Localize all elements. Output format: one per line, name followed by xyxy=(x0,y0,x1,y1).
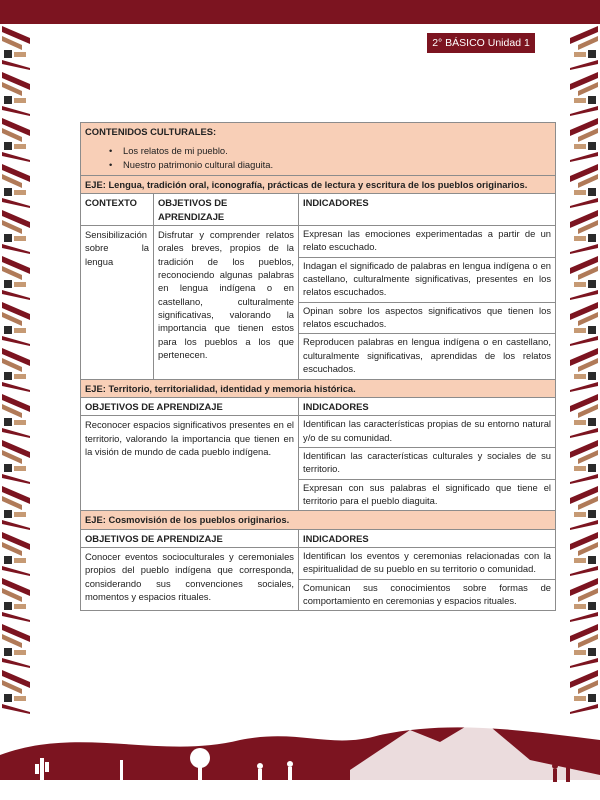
axis2-content-row xyxy=(81,416,556,511)
column-header-objectives: OBJETIVOS DE APRENDIZAJE xyxy=(81,529,299,547)
axis3-title: EJE: Cosmovisión de los pueblos originarios. xyxy=(81,511,556,529)
axis2-title: EJE: Territorio, territorialidad, identidad y memoria histórica. xyxy=(81,379,556,397)
column-header-indicators: INDICADORES xyxy=(299,397,556,415)
axis2-objective: Reconocer espacios significativos presentes en el territorio, valorando la importancia que tienen en la visión de mundo de cada pueblo indígena. xyxy=(81,416,299,511)
curriculum-table xyxy=(80,122,556,611)
axis2-title-row xyxy=(81,379,556,397)
list-item: • Nuestro patrimonio cultural diaguita. xyxy=(85,158,551,171)
indicator: Opinan sobre los aspectos significativos que tienen los relatos escuchados. xyxy=(299,302,555,334)
column-header-indicators: INDICADORES xyxy=(299,529,556,547)
axis3-header-row xyxy=(81,529,556,547)
axis2-header-row xyxy=(81,397,556,415)
axis1-content-row xyxy=(81,226,556,379)
left-decorative-border xyxy=(0,24,32,714)
axis2-indicators xyxy=(299,416,555,510)
indicator: Reproducen palabras en lengua indígena o en castellano, culturalmente significativas, aprendidas de los relatos escuchados. xyxy=(303,336,552,375)
column-header-objectives: OBJETIVOS DE APRENDIZAJE xyxy=(81,397,299,415)
axis1-header-row xyxy=(81,194,556,226)
top-banner xyxy=(0,0,600,24)
diaguita-pattern-icon xyxy=(568,24,600,714)
cultural-contents-cell xyxy=(81,123,556,176)
indicator: Identifican los eventos y ceremonias relacionadas con la espiritualidad de su pueblo en su territorio o comunidad. xyxy=(299,548,555,579)
axis1-context: Sensibilización sobre la lengua xyxy=(81,226,154,379)
diaguita-pattern-icon xyxy=(0,24,32,714)
column-header-indicators: INDICADORES xyxy=(299,194,556,226)
column-header-context: CONTEXTO xyxy=(81,194,154,226)
axis1-indicators-cell xyxy=(299,226,556,379)
axis2-indicators-cell xyxy=(299,416,556,511)
cultural-contents-list xyxy=(85,144,551,171)
indicator: Expresan las emociones experimentadas a partir de un relato escuchado. xyxy=(299,226,555,257)
axis1-title-row xyxy=(81,176,556,194)
landscape-footer-illustration xyxy=(0,700,600,800)
unit-badge: 2° BÁSICO Unidad 1 xyxy=(427,33,535,53)
indicator: Identifican las características culturales y sociales de su territorio. xyxy=(299,447,555,479)
indicator: Comunican sus conocimientos sobre formas de comportamiento en ceremonias y espacios rituales. xyxy=(303,581,552,606)
axis1-title: EJE: Lengua, tradición oral, iconografía, prácticas de lectura y escritura de los pueblos originarios. xyxy=(81,176,556,194)
axis3-objective: Conocer eventos socioculturales y ceremoniales propios del pueblo indígena que corresponda, considerando sus convenciones sociales, momentos y espacios rituales. xyxy=(81,547,299,610)
axis3-indicators xyxy=(299,548,555,610)
cultural-contents-row xyxy=(81,123,556,176)
list-item: • Los relatos de mi pueblo. xyxy=(85,144,551,157)
indicator: Identifican las características propias de su entorno natural y/o de su comunidad. xyxy=(299,416,555,447)
cultural-contents-title: CONTENIDOS CULTURALES: xyxy=(85,126,217,137)
indicator: Indagan el significado de palabras en lengua indígena o en castellano, culturalmente significativas, presentes en los relatos escuchados. xyxy=(299,257,555,302)
axis3-content-row xyxy=(81,547,556,610)
indicator: Expresan con sus palabras el significado que tiene el territorio para el pueblo diaguita. xyxy=(303,481,552,506)
axis1-indicators xyxy=(299,226,555,378)
column-header-objectives: OBJETIVOS DE APRENDIZAJE xyxy=(154,194,299,226)
right-decorative-border xyxy=(568,24,600,714)
axis3-indicators-cell xyxy=(299,547,556,610)
axis1-objective: Disfrutar y comprender relatos orales breves, propios de la tradición de los pueblos, reconociendo algunas palabras en lengua indígena o en castellano, culturalmente significativas, valorando la importancia que tienen estos para los pueblos a los que pertenecen. xyxy=(154,226,299,379)
axis3-title-row xyxy=(81,511,556,529)
